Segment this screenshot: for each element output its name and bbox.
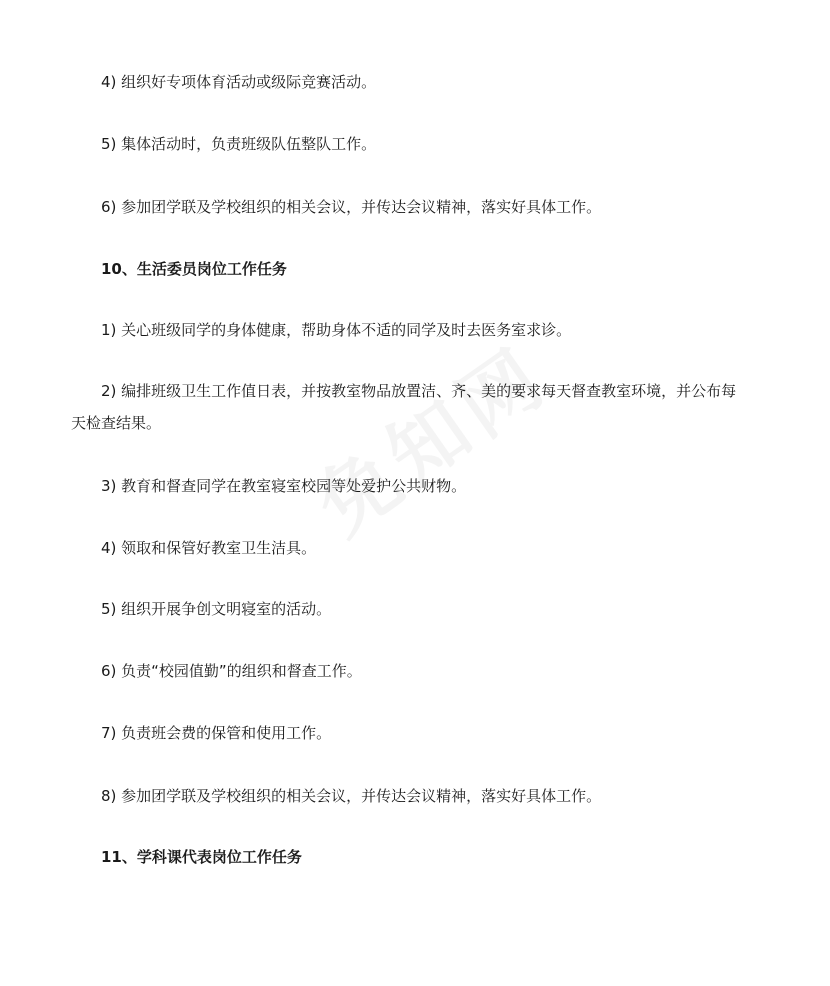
list-item-continued: 天检查结果。	[71, 414, 162, 432]
list-item: 3) 教育和督查同学在教室寝室校园等处爱护公共财物。	[101, 477, 467, 495]
list-item: 4) 组织好专项体育活动或级际竞赛活动。	[101, 73, 377, 91]
list-item: 4) 领取和保管好教室卫生洁具。	[101, 539, 317, 557]
list-item: 6) 参加团学联及学校组织的相关会议，并传达会议精神，落实好具体工作。	[101, 198, 602, 216]
list-item: 8) 参加团学联及学校组织的相关会议，并传达会议精神，落实好具体工作。	[101, 787, 602, 805]
list-item: 7) 负责班会费的保管和使用工作。	[101, 724, 332, 742]
list-item: 5) 集体活动时，负责班级队伍整队工作。	[101, 135, 377, 153]
list-item: 1) 关心班级同学的身体健康，帮助身体不适的同学及时去医务室求诊。	[101, 321, 572, 339]
watermark	[291, 316, 567, 556]
section-heading: 11、学科课代表岗位工作任务	[101, 848, 302, 866]
list-item: 5) 组织开展争创文明寝室的活动。	[101, 600, 332, 618]
list-item: 6) 负责“校园值勤”的组织和督查工作。	[101, 662, 362, 680]
section-heading: 10、生活委员岗位工作任务	[101, 260, 287, 278]
list-item: 2) 编排班级卫生工作值日表，并按教室物品放置洁、齐、美的要求每天督查教室环境，并公布每	[101, 382, 737, 400]
